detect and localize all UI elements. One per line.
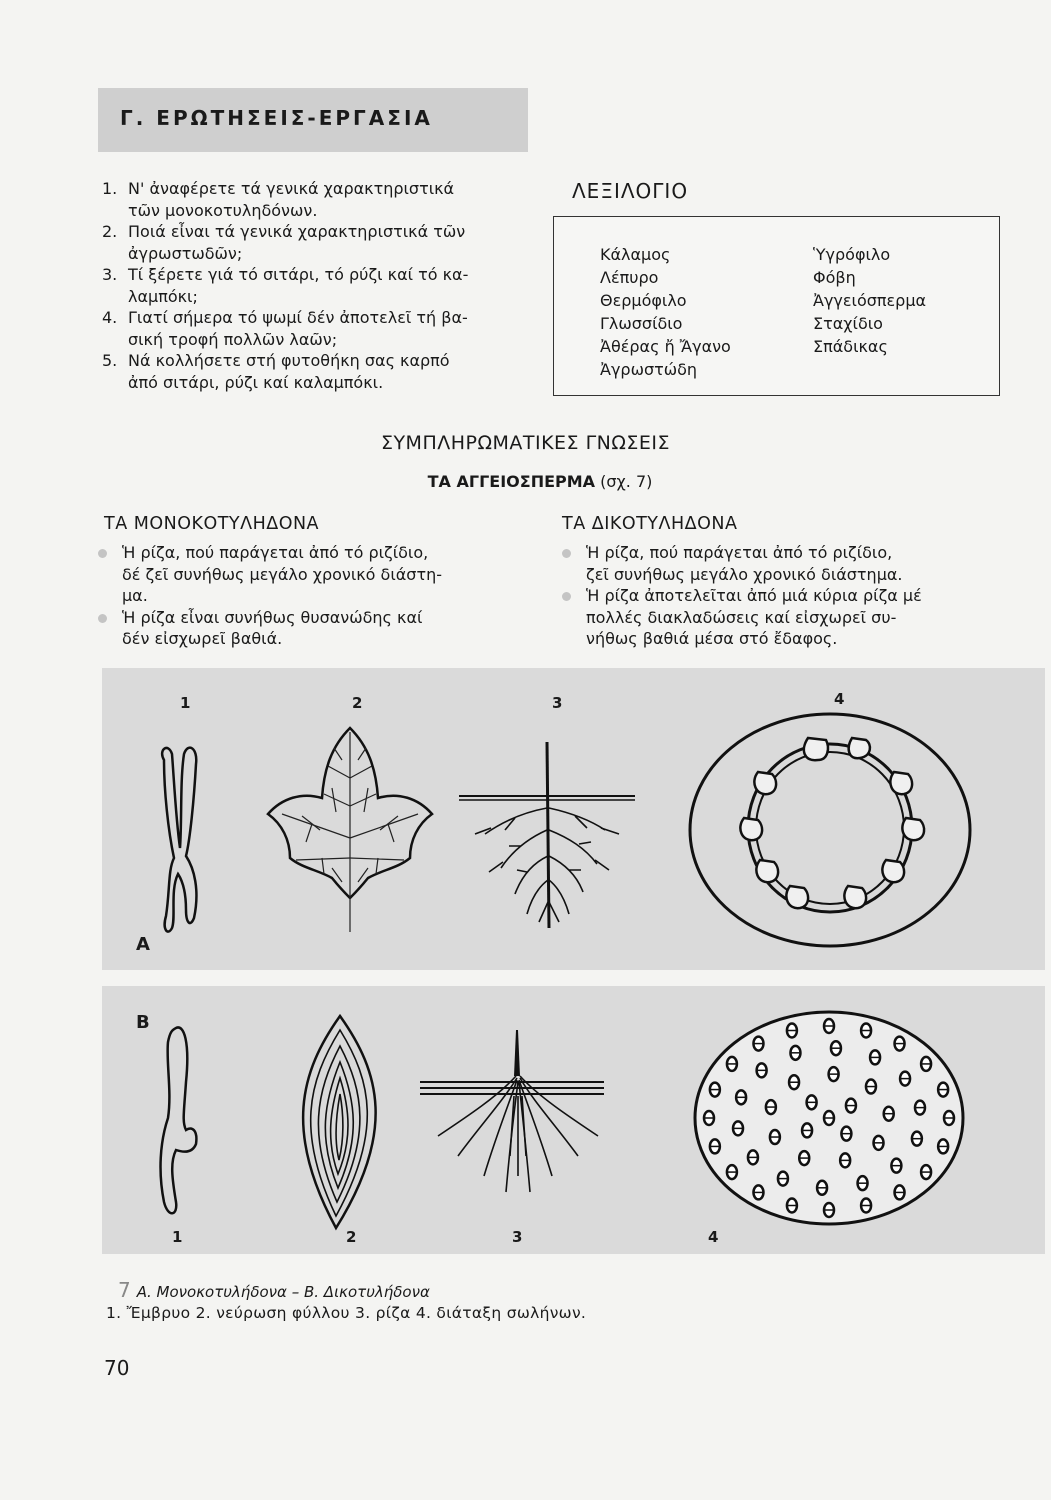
glossary-col-1 [600,243,731,381]
figure-num: 2 [352,694,363,712]
supplementary-title: ΣΥΜΠΛΗΡΩΜΑΤΙΚΕΣ ΓΝΩΣΕΙΣ [380,432,671,454]
question-item: 5. Νά κολλήσετε στή φυτοθήκη σας καρπό ἀπό σιτάρι, ρύζι καί καλαμπόκι. [102,351,450,392]
figure-num: 3 [552,694,563,712]
row-b-label: B [136,1012,150,1033]
monocot-leaf-venation-drawing [280,1012,400,1232]
monocot-fibrous-root-drawing [418,1026,608,1216]
questions-list [102,178,522,393]
section-title: Γ. ΕΡΩΤΗΣΕΙΣ-ΕΡΓΑΣΙΑ [120,106,433,130]
glossary-term: Φόβη [813,268,856,287]
figure-num: 4 [708,1228,719,1246]
dicot-heading: ΤΑ ΔΙΚΟΤΥΛΗΔΟΝΑ [562,514,738,534]
bullet-item: Ἡ ρίζα, πού παράγεται ἀπό τό ριζίδιο, δέ ζεῖ συνήθως μεγάλο χρονικό διάστη- μα. [96,542,506,607]
glossary-term: Κάλαμος [600,245,671,264]
glossary-term: Θερμόφιλο [600,291,687,310]
glossary-box [553,216,1000,396]
monocot-bullets [96,542,506,650]
angiosperm-title: ΤΑ ΑΓΓΕΙΟΣΠΕΡΜΑ [427,472,596,491]
figure-number: 7 [118,1278,131,1302]
bullet-item: Ἡ ρίζα εἶναι συνήθως θυσανώδης καί δέν εἰσχωρεῖ βαθιά. [96,607,506,650]
bullet-item: Ἡ ρίζα ἀποτελεῖται ἀπό μιά κύρια ρίζα μέ πολλές διακλαδώσεις καί εἰσχωρεῖ συ- νήθως βαθιά μέσα στό ἔδαφος. [560,585,1010,650]
figure-num: 2 [346,1228,357,1246]
glossary-term: Ἀγρωστώδη [600,360,698,379]
dicot-leaf-venation-drawing [262,718,442,938]
question-item: 4. Γιατί σήμερα τό ψωμί δέν ἀποτελεῖ τή βα- σική τροφή πολλῶν λαῶν; [102,308,468,349]
bullet-item: Ἡ ρίζα, πού παράγεται ἀπό τό ριζίδιο, ζεῖ συνήθως μεγάλο χρονικό διάστημα. [560,542,1010,585]
bullet-dot-icon [562,549,571,558]
figure-num: 3 [512,1228,523,1246]
question-item: 3. Τί ξέρετε γιά τό σιτάρι, τό ρύζι καί τό κα- λαμπόκι; [102,265,469,306]
bullet-dot-icon [98,614,107,623]
figure-caption-legend: 1. Ἔμβρυο 2. νεύρωση φύλλου 3. ρίζα 4. διάταξη σωλήνων. [106,1304,587,1322]
glossary-term: Ἀγγειόσπερμα [813,291,927,310]
dicot-tap-root-drawing [455,738,640,938]
glossary-term: Σταχίδιο [813,314,883,333]
angiosperm-heading [0,472,1051,491]
row-a-label: A [136,934,150,955]
figure-num: 4 [834,690,845,708]
figure-num: 1 [180,694,191,712]
monocot-embryo-drawing [150,740,210,940]
question-item: 2. Ποιά εἶναι τά γενικά χαρακτηριστικά τῶν ἀγρωστωδῶν; [102,222,466,263]
glossary-term: Σπάδικας [813,337,888,356]
figure-caption-title: 7 Α. Μονοκοτυλήδονα – Β. Δικοτυλήδονα [118,1278,430,1302]
figure-reference: (σχ. 7) [600,472,653,491]
glossary-term: Ὑγρόφιλο [813,245,891,264]
monocot-heading: ΤΑ ΜΟΝΟΚΟΤΥΛΗΔΟΝΑ [104,514,320,534]
glossary-term: Ἀθέρας ἤ Ἄγανο [600,337,731,356]
monocot-scattered-bundles-drawing [690,1006,970,1232]
glossary-term: Γλωσσίδιο [600,314,683,333]
glossary-title: ΛΕΞΙΛΟΓΙΟ [572,179,689,203]
page-number: 70 [104,1356,130,1380]
bullet-dot-icon [562,592,571,601]
glossary-col-2 [813,243,926,358]
dicot-bullets [560,542,1010,650]
dicot-vascular-ring-drawing [680,710,980,950]
bullet-dot-icon [98,549,107,558]
monocot-embryo-drawing-b [150,1022,210,1222]
figure-num: 1 [172,1228,183,1246]
question-item: 1. Ν' ἀναφέρετε τά γενικά χαρακτηριστικά τῶν μονοκοτυληδόνων. [102,179,455,220]
glossary-term: Λέπυρο [600,268,659,287]
